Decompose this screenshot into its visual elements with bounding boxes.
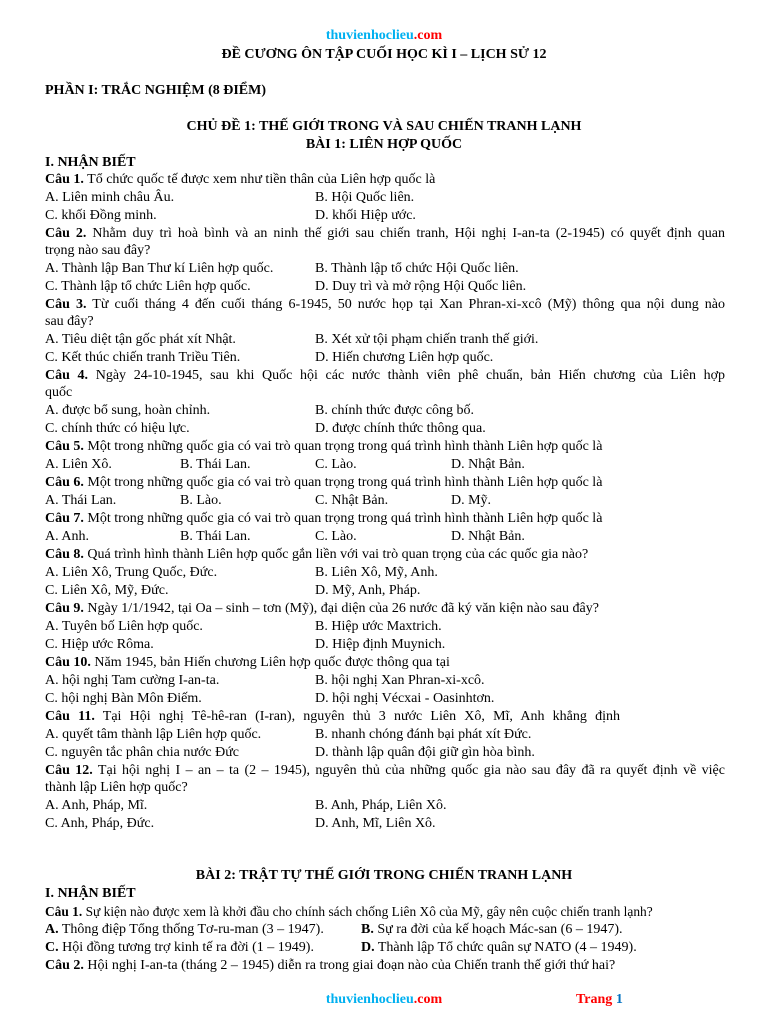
question-8: Câu 8. Quá trình hình thành Liên hợp quốc gắn liền với vai trò quan trọng của các quốc gia nào?: [45, 547, 589, 562]
option-a: A. Liên minh châu Âu.: [45, 190, 175, 205]
option-c: C. nguyên tắc phân chia nước Đức: [45, 745, 240, 760]
option-b: B. chính thức được công bố.: [315, 403, 475, 418]
option-c: C. Nhật Bản.: [315, 493, 389, 508]
q3-options: [45, 331, 725, 348]
option-a: A. Thành lập Ban Thư kí Liên hợp quốc.: [45, 261, 274, 276]
question-7: Câu 7. Một trong những quốc gia có vai trò quan trọng trong quá trình hình thành Liên hợp quốc là: [45, 511, 603, 526]
option-d: D. Duy trì và mở rộng Hội Quốc liên.: [315, 279, 527, 294]
option-d: D. Hiệp định Muynich.: [315, 637, 446, 652]
q11-options-2: [45, 744, 725, 761]
option-d: D. Thành lập Tổ chức quân sự NATO (4 – 1949).: [361, 940, 637, 955]
option-d: D. thành lập quân đội giữ gìn hòa bình.: [315, 745, 535, 760]
question-9: Câu 9. Ngày 1/1/1942, tại Oa – sinh – tơn (Mỹ), đại diện của 26 nước đã ký văn kiện nào sau đây?: [45, 601, 599, 616]
option-a: A. Liên Xô.: [45, 457, 112, 472]
question-12: Câu 12. Tại hội nghị I – an – ta (2 – 1945), nguyên thủ của những quốc gia nào sau đây đã ra quyết định về việc: [45, 763, 725, 778]
q3-options-2: [45, 349, 725, 366]
q2-options-2: [45, 278, 725, 295]
option-a: A. được bổ sung, hoàn chỉnh.: [45, 403, 211, 418]
footer-site-name: thuvienhoclieu.com: [325, 992, 443, 1007]
header-site-name: thuvienhoclieu.com: [325, 28, 443, 43]
option-a: A. Liên Xô, Trung Quốc, Đức.: [45, 565, 218, 580]
question-10: Câu 10. Năm 1945, bản Hiến chương Liên hợp quốc được thông qua tại: [45, 655, 450, 670]
q7-options: [45, 528, 725, 545]
option-d: D. Mỹ, Anh, Pháp.: [315, 583, 421, 598]
option-a: A. Tiêu diệt tận gốc phát xít Nhật.: [45, 332, 236, 347]
option-b: B. Hội Quốc liên.: [315, 190, 415, 205]
option-b: B. Lào.: [180, 493, 222, 508]
option-b: B. Xét xử tội phạm chiến tranh thế giới.: [315, 332, 539, 347]
q9-options-2: [45, 636, 725, 653]
q10-options-2: [45, 690, 725, 707]
question-3-cont: sau đây?: [45, 314, 94, 329]
option-b: B. Thành lập tổ chức Hội Quốc liên.: [315, 261, 519, 276]
q9-options: [45, 618, 725, 635]
level2-heading: I. NHẬN BIẾT: [45, 886, 136, 901]
option-a: A. hội nghị Tam cường I-an-ta.: [45, 673, 220, 688]
option-a: A. Tuyên bố Liên hợp quốc.: [45, 619, 203, 634]
option-c: C. Lào.: [315, 457, 357, 472]
option-b: B. Thái Lan.: [180, 529, 251, 544]
question-4-cont: quốc: [45, 385, 73, 400]
option-c: C. Liên Xô, Mỹ, Đức.: [45, 583, 169, 598]
q5-options: [45, 456, 725, 473]
level1-heading: I. NHẬN BIẾT: [45, 155, 136, 170]
option-b: B. hội nghị Xan Phran-xi-xcô.: [315, 673, 485, 688]
topic-heading: CHỦ ĐỀ 1: THẾ GIỚI TRONG VÀ SAU CHIẾN TRANH LẠNH: [186, 119, 582, 134]
option-c: C. khối Đồng minh.: [45, 208, 157, 223]
option-d: D. được chính thức thông qua.: [315, 421, 486, 436]
option-c: C. Kết thúc chiến tranh Triều Tiên.: [45, 350, 241, 365]
option-b: B. Thái Lan.: [180, 457, 251, 472]
option-b: B. Hiệp ước Maxtrich.: [315, 619, 442, 634]
q6-options: [45, 492, 725, 509]
q11-options: [45, 726, 725, 743]
document-title: ĐỀ CƯƠNG ÔN TẬP CUỐI HỌC KÌ I – LỊCH SỬ 12: [221, 47, 547, 62]
q1-options-2: [45, 207, 725, 224]
option-a: A. Anh.: [45, 529, 89, 544]
question-5: Câu 5. Một trong những quốc gia có vai trò quan trọng trong quá trình hình thành Liên hợp quốc là: [45, 439, 603, 454]
option-d: D. Nhật Bản.: [451, 529, 525, 544]
question-3: Câu 3. Từ cuối tháng 4 đến cuối tháng 6-1945, 50 nước họp tại Xan Phran-xi-xcô (Mỹ) thông qua nội dung nào: [45, 297, 725, 312]
option-d: D. Mỹ.: [451, 493, 492, 508]
q8-options: [45, 564, 725, 581]
lesson2-question-1: Câu 1. Sự kiện nào được xem là khởi đầu cho chính sách chống Liên Xô của Mỹ, gây nên cuộc chiến tranh lạnh?: [45, 904, 653, 919]
l2q1-options-2: [45, 939, 725, 956]
option-a: A. quyết tâm thành lập Liên hợp quốc.: [45, 727, 262, 742]
q1-options: [45, 189, 725, 206]
page-number: Trang 1: [576, 992, 623, 1007]
part-heading: PHẦN I: TRẮC NGHIỆM (8 ĐIỂM): [45, 83, 267, 98]
q4-options: [45, 402, 725, 419]
option-b: B. Sự ra đời của kế hoạch Mác-san (6 – 1947).: [361, 922, 623, 937]
option-b: B. Liên Xô, Mỹ, Anh.: [315, 565, 438, 580]
question-2-cont: trọng nào sau đây?: [45, 243, 151, 258]
question-4: Câu 4. Ngày 24-10-1945, sau khi Quốc hội các nước thành viên phê chuẩn, bản Hiến chương của Liên hợp: [45, 368, 725, 383]
question-6: Câu 6. Một trong những quốc gia có vai trò quan trọng trong quá trình hình thành Liên hợp quốc là: [45, 475, 603, 490]
lesson2-heading: BÀI 2: TRẬT TỰ THẾ GIỚI TRONG CHIẾN TRANH LẠNH: [195, 868, 573, 883]
l2q1-options: [45, 921, 725, 938]
q4-options-2: [45, 420, 725, 437]
question-1: Câu 1. Tổ chức quốc tế được xem như tiền thân của Liên hợp quốc là: [45, 172, 436, 187]
q10-options: [45, 672, 725, 689]
lesson1-heading: BÀI 1: LIÊN HỢP QUỐC: [305, 137, 463, 152]
option-d: D. hội nghị Vécxai - Oasinhtơn.: [315, 691, 495, 706]
option-d: D. khối Hiệp ước.: [315, 208, 416, 223]
q12-options: [45, 797, 725, 814]
option-c: C. Thành lập tổ chức Liên hợp quốc.: [45, 279, 251, 294]
lesson2-question-2: Câu 2. Hội nghị I-an-ta (tháng 2 – 1945) diễn ra trong giai đoạn nào của Chiến tranh thế giới thứ hai?: [45, 958, 616, 973]
q8-options-2: [45, 582, 725, 599]
option-a: A. Anh, Pháp, Mĩ.: [45, 798, 148, 813]
option-c: C. Anh, Pháp, Đức.: [45, 816, 155, 831]
option-c: C. Lào.: [315, 529, 357, 544]
option-c: C. chính thức có hiệu lực.: [45, 421, 190, 436]
q12-options-2: [45, 815, 725, 832]
option-c: C. hội nghị Bàn Môn Điếm.: [45, 691, 202, 706]
option-b: B. nhanh chóng đánh bại phát xít Đức.: [315, 727, 532, 742]
option-d: D. Nhật Bản.: [451, 457, 525, 472]
option-a: A. Thông điệp Tổng thống Tơ-ru-man (3 – 1947).: [45, 922, 324, 937]
option-c: C. Hội đồng tương trợ kinh tế ra đời (1 – 1949).: [45, 940, 314, 955]
option-b: B. Anh, Pháp, Liên Xô.: [315, 798, 447, 813]
question-2: Câu 2. Nhằm duy trì hoà bình và an ninh thế giới sau chiến tranh, Hội nghị I-an-ta (2-1945) có quyết định quan: [45, 226, 725, 241]
option-d: D. Hiến chương Liên hợp quốc.: [315, 350, 494, 365]
option-d: D. Anh, Mĩ, Liên Xô.: [315, 816, 436, 831]
option-a: A. Thái Lan.: [45, 493, 117, 508]
option-c: C. Hiệp ước Rôma.: [45, 637, 154, 652]
question-12-cont: thành lập Liên hợp quốc?: [45, 780, 188, 795]
q2-options: [45, 260, 725, 277]
question-11: Câu 11. Tại Hội nghị Tê-hê-ran (I-ran), nguyên thủ 3 nước Liên Xô, Mĩ, Anh khẳng định: [45, 709, 620, 724]
